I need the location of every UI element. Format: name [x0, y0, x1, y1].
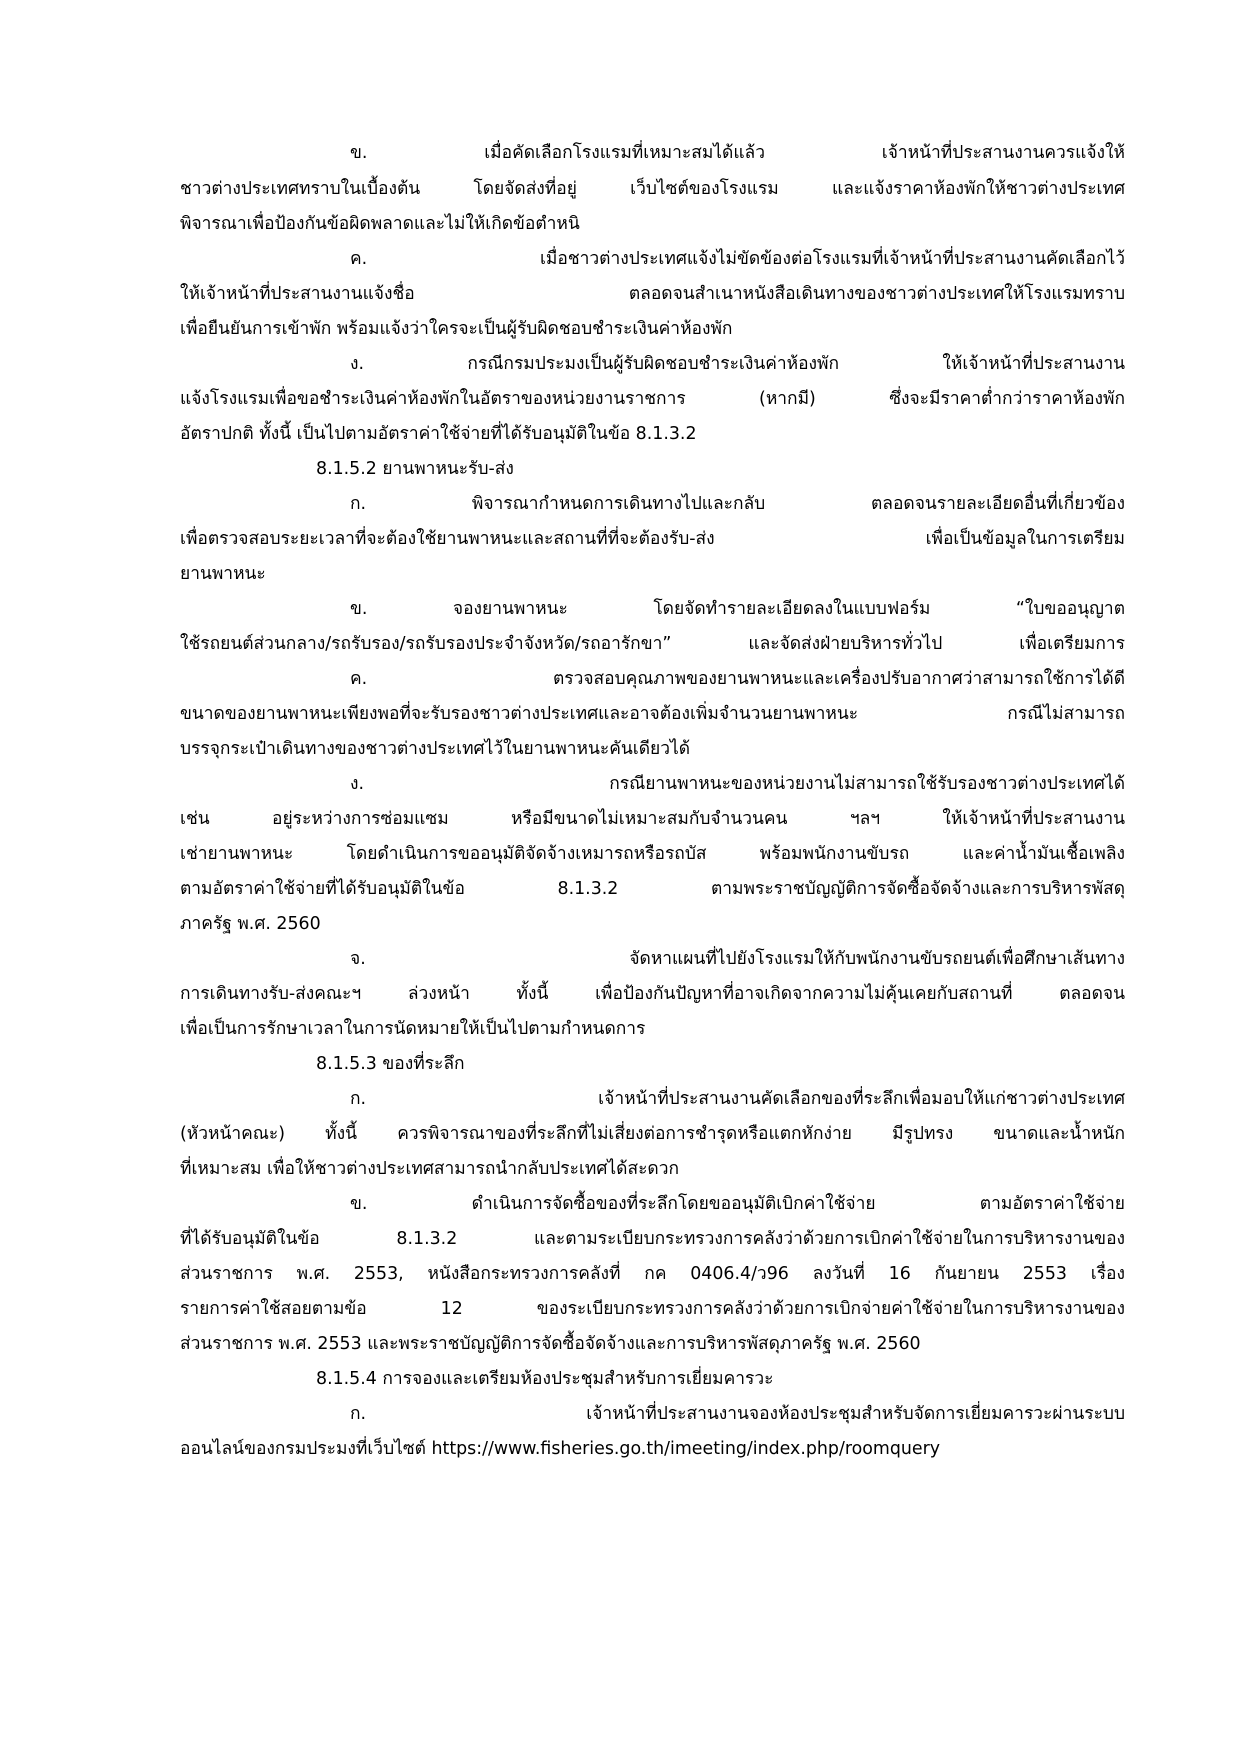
- paragraph-line: ที่ได้รับอนุมัติในข้อ 8.1.3.2 และตามระเบียบกระทรวงการคลังว่าด้วยการเบิกค่าใช้จ่ายในการบริหารงานของ: [180, 1229, 1125, 1249]
- item-ko-souvenir-select: ก. เจ้าหน้าที่ประสานงานคัดเลือกของที่ระลึกเพื่อมอบให้แก่ชาวต่างประเทศ: [350, 1089, 1125, 1109]
- paragraph-line: ชาวต่างประเทศทราบในเบื้องต้น โดยจัดส่งที่อยู่ เว็บไซต์ของโรงแรม และแจ้งราคาห้องพักให้ชาวต่างประเทศ: [180, 179, 1125, 199]
- item-kho-vehicle-check: ค. ตรวจสอบคุณภาพของยานพาหนะและเครื่องปรับอากาศว่าสามารถใช้การได้ดี: [350, 669, 1125, 689]
- paragraph-line: อัตราปกติ ทั้งนี้ เป็นไปตามอัตราค่าใช้จ่ายที่ได้รับอนุมัติในข้อ 8.1.3.2: [180, 424, 697, 444]
- section-heading-8-1-5-4: 8.1.5.4 การจองและเตรียมห้องประชุมสำหรับการเยี่ยมคารวะ: [316, 1369, 774, 1389]
- paragraph-line: ใช้รถยนต์ส่วนกลาง/รถรับรอง/รถรับรองประจำจังหวัด/รถอารักขา” และจัดส่งฝ่ายบริหารทั่วไป เพื่อเตรียมการ: [180, 634, 1125, 654]
- paragraph-line: ขนาดของยานพาหนะเพียงพอที่จะรับรองชาวต่างประเทศและอาจต้องเพิ่มจำนวนยานพาหนะ กรณีไม่สามารถ: [180, 704, 1125, 724]
- item-ko-vehicle-schedule: ก. พิจารณากำหนดการเดินทางไปและกลับ ตลอดจนรายละเอียดอื่นที่เกี่ยวข้อง: [350, 494, 1125, 514]
- paragraph-line: ส่วนราชการ พ.ศ. 2553 และพระราชบัญญัติการจัดซื้อจัดจ้างและการบริหารพัสดุภาครัฐ พ.ศ. 2560: [180, 1334, 921, 1354]
- section-heading-8-1-5-2: 8.1.5.2 ยานพาหนะรับ-ส่ง: [316, 459, 514, 479]
- item-kho-hotel-confirm: ค. เมื่อชาวต่างประเทศแจ้งไม่ขัดข้องต่อโรงแรมที่เจ้าหน้าที่ประสานงานคัดเลือกไว้: [350, 249, 1125, 269]
- paragraph-line: ยานพาหนะ: [180, 564, 266, 584]
- paragraph-line: ให้เจ้าหน้าที่ประสานงานแจ้งชื่อ ตลอดจนสำเนาหนังสือเดินทางของชาวต่างประเทศให้โรงแรมทราบ: [180, 284, 1125, 304]
- paragraph-line: เช่ายานพาหนะ โดยดำเนินการขออนุมัติจัดจ้างเหมารถหรือรถบัส พร้อมพนักงานขับรถ และค่าน้ำมันเชื้อเพลิง: [180, 844, 1125, 864]
- paragraph-line: แจ้งโรงแรมเพื่อขอชำระเงินค่าห้องพักในอัตราของหน่วยงานราชการ (หากมี) ซึ่งจะมีราคาต่ำกว่าราคาห้องพัก: [180, 389, 1125, 409]
- paragraph-line: เช่น อยู่ระหว่างการซ่อมแซม หรือมีขนาดไม่เหมาะสมกับจำนวนคน ฯลฯ ให้เจ้าหน้าที่ประสานงาน: [180, 809, 1125, 829]
- item-ngo-hotel-payment: ง. กรณีกรมประมงเป็นผู้รับผิดชอบชำระเงินค่าห้องพัก ให้เจ้าหน้าที่ประสานงาน: [350, 354, 1125, 374]
- paragraph-line: พิจารณาเพื่อป้องกันข้อผิดพลาดและไม่ให้เกิดข้อตำหนิ: [180, 214, 580, 234]
- paragraph-line: เพื่อยืนยันการเข้าพัก พร้อมแจ้งว่าใครจะเป็นผู้รับผิดชอบชำระเงินค่าห้องพัก: [180, 319, 733, 339]
- paragraph-line: เพื่อตรวจสอบระยะเวลาที่จะต้องใช้ยานพาหนะและสถานที่ที่จะต้องรับ-ส่ง เพื่อเป็นข้อมูลในการเตรียม: [180, 529, 1125, 549]
- paragraph-line: การเดินทางรับ-ส่งคณะฯ ล่วงหน้า ทั้งนี้ เพื่อป้องกันปัญหาที่อาจเกิดจากความไม่คุ้นเคยกับสถานที่ ตลอดจน: [180, 984, 1125, 1004]
- item-kho-souvenir-purchase: ข. ดำเนินการจัดซื้อของที่ระลึกโดยขออนุมัติเบิกค่าใช้จ่าย ตามอัตราค่าใช้จ่าย: [350, 1194, 1125, 1214]
- paragraph-line-with-url: ออนไลน์ของกรมประมงที่เว็บไซต์ https://www.fisheries.go.th/imeeting/index.php/roomquery: [180, 1439, 941, 1459]
- paragraph-line: (หัวหน้าคณะ) ทั้งนี้ ควรพิจารณาของที่ระลึกที่ไม่เสี่ยงต่อการชำรุดหรือแตกหักง่าย มีรูปทรง ขนาดและน้ำหนัก: [180, 1124, 1125, 1144]
- item-cho-map: จ. จัดหาแผนที่ไปยังโรงแรมให้กับพนักงานขับรถยนต์เพื่อศึกษาเส้นทาง: [350, 949, 1125, 969]
- section-heading-8-1-5-3: 8.1.5.3 ของที่ระลึก: [316, 1054, 465, 1074]
- item-kho-hotel-first: ข. เมื่อคัดเลือกโรงแรมที่เหมาะสมได้แล้ว เจ้าหน้าที่ประสานงานควรแจ้งให้: [350, 143, 1125, 163]
- item-ko-room-booking: ก. เจ้าหน้าที่ประสานงานจองห้องประชุมสำหรับจัดการเยี่ยมคารวะผ่านระบบ: [350, 1404, 1125, 1424]
- paragraph-line: เพื่อเป็นการรักษาเวลาในการนัดหมายให้เป็นไปตามกำหนดการ: [180, 1019, 646, 1039]
- paragraph-line: ตามอัตราค่าใช้จ่ายที่ได้รับอนุมัติในข้อ 8.1.3.2 ตามพระราชบัญญัติการจัดซื้อจัดจ้างและการบริหารพัสดุ: [180, 879, 1125, 899]
- paragraph-line: บรรจุกระเป๋าเดินทางของชาวต่างประเทศไว้ในยานพาหนะคันเดียวได้: [180, 739, 691, 759]
- paragraph-line: ที่เหมาะสม เพื่อให้ชาวต่างประเทศสามารถนำกลับประเทศได้สะดวก: [180, 1159, 680, 1179]
- paragraph-line: ภาครัฐ พ.ศ. 2560: [180, 914, 321, 934]
- item-kho-vehicle-booking: ข. จองยานพาหนะ โดยจัดทำรายละเอียดลงในแบบฟอร์ม “ใบขออนุญาต: [350, 599, 1125, 619]
- item-ngo-vehicle-rental: ง. กรณียานพาหนะของหน่วยงานไม่สามารถใช้รับรองชาวต่างประเทศได้: [350, 774, 1125, 794]
- paragraph-line: ส่วนราชการ พ.ศ. 2553, หนังสือกระทรวงการคลังที่ กค 0406.4/ว96 ลงวันที่ 16 กันยายน 2553 เรื่อง: [180, 1264, 1125, 1284]
- paragraph-line: รายการค่าใช้สอยตามข้อ 12 ของระเบียบกระทรวงการคลังว่าด้วยการเบิกจ่ายค่าใช้จ่ายในการบริหารงานของ: [180, 1299, 1125, 1319]
